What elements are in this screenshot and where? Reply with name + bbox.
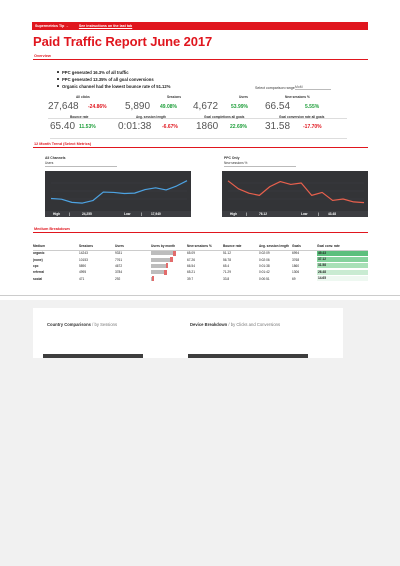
table-row: cpc 5890 4672 66.54 65.4 0:01:38 1860 31.58: [33, 263, 368, 269]
left-channel-label: All Channels: [45, 156, 66, 160]
table-header-row: [33, 243, 368, 250]
comparison-range-label: Select comparison range: [255, 86, 295, 90]
users-bar-marker: [166, 263, 169, 268]
series-line: [228, 181, 364, 203]
country-comparisons-title: Country Comparisons / by Sessions: [47, 322, 118, 327]
metric-goal-completions: Goal completions all goals 1860 22.69%: [196, 115, 278, 139]
device-chart-preview: [188, 354, 308, 358]
new-sessions-trend-footer: High | 76.12 Low | 43.48: [222, 211, 368, 217]
metric-new-sessions: New sessions % 66.54 5.55%: [265, 95, 347, 119]
metric-avg-session-length: Avg. session length 0:01:38 -6.67%: [118, 115, 200, 139]
left-metric-select[interactable]: Users: [45, 161, 54, 165]
col-users[interactable]: Users: [115, 243, 151, 250]
template-name: Supermetrics Tip →: [35, 24, 69, 28]
heat-cell: 37.12: [317, 257, 368, 262]
right-metric-select[interactable]: New sessions %: [224, 161, 248, 165]
metric-sessions: Sessions 5,890 49.08%: [125, 95, 207, 119]
comparison-range-select[interactable]: MoM: [295, 85, 331, 90]
bullet-item: PPC generated 13.35% of all goal conversions: [62, 77, 170, 84]
report-title: Paid Traffic Report June 2017: [33, 34, 213, 49]
users-bar: [151, 251, 174, 255]
left-metric-underline: [45, 166, 117, 167]
medium-breakdown-table: [33, 243, 368, 282]
device-breakdown-title: Device Breakdown / by Clicks and Conversions: [190, 322, 281, 327]
new-sessions-trend-chart: [222, 171, 368, 211]
users-trend-chart: [45, 171, 191, 211]
metric-bounce-rate: Bounce rate 65.40 11.53%: [50, 115, 132, 139]
medium-section-header: Medium Breakdown: [33, 226, 368, 233]
heat-cell: 49.43: [317, 251, 368, 256]
bullet-item: PPC generated 16.3% of all traffic: [62, 70, 170, 77]
table-row: social 471 292 39.7 33.8 0:00:51 69 14.65: [33, 276, 368, 282]
heat-cell: 31.58: [317, 263, 368, 268]
col-avg-session-length[interactable]: Avg. session length: [259, 243, 292, 250]
right-channel-label: PPC Only: [224, 156, 240, 160]
country-chart-preview: [43, 354, 143, 358]
col-sessions[interactable]: Sessions: [79, 243, 115, 250]
users-trend-svg: [45, 171, 191, 211]
col-medium[interactable]: Medium: [33, 243, 79, 250]
users-bar-marker: [152, 276, 155, 281]
col-goals[interactable]: Goals: [292, 243, 317, 250]
table-row: (none) 10153 7761 67.26 56.78 0:02:06 3768 37.12: [33, 256, 368, 262]
trend-section-header: 12 Month Trend (Select Metrics): [33, 141, 368, 148]
col-bounce-rate[interactable]: Bounce rate: [223, 243, 259, 250]
users-bar: [151, 258, 171, 262]
metric-users: Users 4,672 53.99%: [193, 95, 275, 119]
users-bar: [151, 264, 167, 268]
right-metric-underline: [224, 166, 296, 167]
users-bar-marker: [164, 270, 167, 275]
page-separator: [0, 295, 400, 296]
users-trend-footer: High | 24,255 Low | 17,940: [45, 211, 191, 217]
bullet-item: Organic channel had the lowest bounce rate of 51.12%: [62, 84, 171, 89]
overview-section-header: Overview: [33, 53, 368, 60]
device-breakdown-panel: [176, 308, 343, 358]
table-row: organic 14243 9331 65.09 51.12 0:02:09 6994 49.43: [33, 250, 368, 256]
overview-bullets: [62, 70, 170, 91]
heat-cell: 14.65: [317, 276, 368, 281]
heat-cell: 26.48: [317, 270, 368, 275]
template-banner: [32, 22, 368, 30]
col-users-by-month[interactable]: Users by month: [151, 243, 187, 250]
metric-all-clicks: All clicks 27,648 -24.86%: [48, 95, 130, 119]
users-bar-marker: [170, 257, 173, 262]
metric-goal-conversion-rate: Goal conversion rate all goals 31.58 -17.70%: [265, 115, 347, 139]
users-bar-marker: [173, 251, 176, 256]
instructions-link[interactable]: See instructions on the last tab: [78, 24, 133, 28]
series-line: [51, 181, 187, 203]
table-row: referral 4995 3784 65.21 71.29 0:01:42 1306 26.48: [33, 269, 368, 275]
new-sessions-trend-svg: [222, 171, 368, 211]
col-goal-conv-rate[interactable]: Goal conv. rate: [317, 243, 368, 250]
col-new-sessions[interactable]: New sessions %: [187, 243, 223, 250]
country-comparisons-panel: [33, 308, 200, 358]
users-bar: [151, 270, 165, 274]
